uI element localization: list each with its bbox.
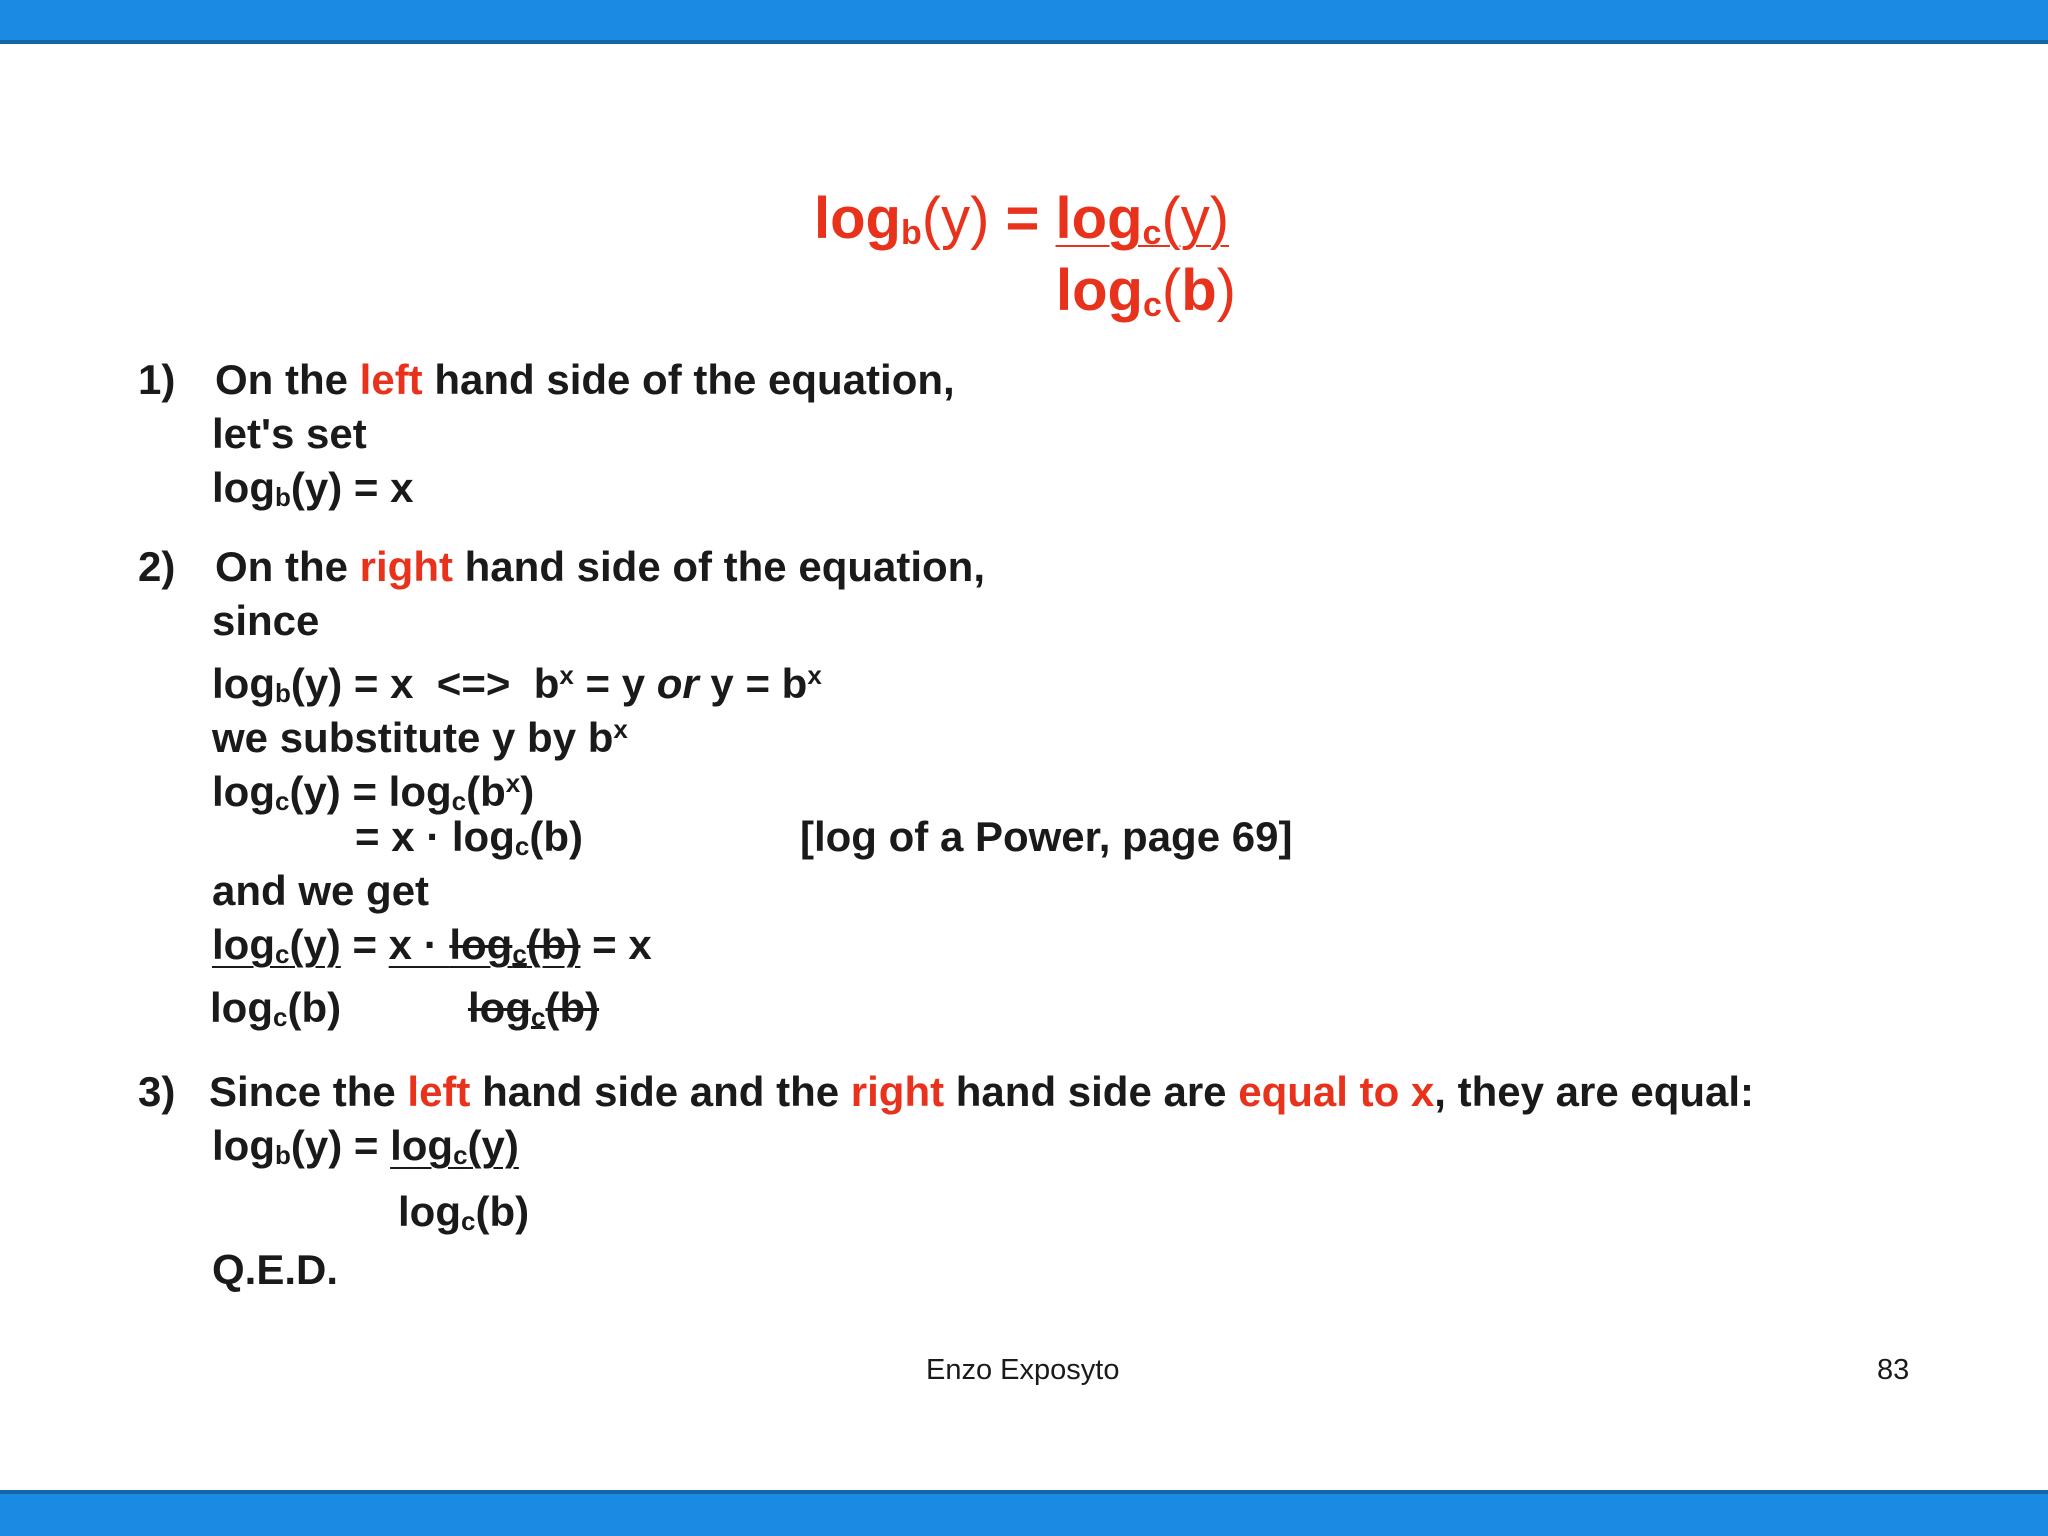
step2-andget: and we get	[212, 867, 430, 914]
arg-y: (y)	[290, 1122, 343, 1169]
arg-b: (b)	[1161, 258, 1236, 323]
step3-num: 3)	[138, 1068, 176, 1115]
exp-x: x	[559, 660, 574, 690]
base-b: b	[900, 214, 922, 252]
top-banner	[0, 0, 2048, 44]
log-text: log	[212, 464, 275, 511]
x-times: x ·	[388, 921, 450, 968]
page-number: 83	[1877, 1354, 1910, 1386]
highlight-right: right	[850, 1068, 945, 1115]
iff-symbol: <=>	[436, 660, 511, 707]
step2-num: 2)	[138, 543, 176, 590]
arg-b: (b)	[526, 921, 581, 968]
highlight-left: left	[407, 1068, 471, 1115]
highlight-equal: equal to x	[1238, 1068, 1435, 1115]
arg-y: (y)	[290, 660, 343, 707]
base-c: c	[1142, 214, 1162, 252]
base-c: c	[451, 786, 467, 816]
step1-num: 1)	[138, 356, 176, 403]
exp-x: x	[505, 768, 521, 798]
base-c: c	[530, 1002, 546, 1032]
base-b: b	[274, 1140, 291, 1170]
arg-y: (y)	[290, 464, 343, 511]
step1-line3	[212, 464, 413, 521]
qed-text: Q.E.D.	[212, 1246, 339, 1293]
base-c: c	[274, 939, 290, 969]
text: hand side and the	[470, 1068, 851, 1115]
fraction-numerator	[390, 1122, 519, 1169]
log-text: log	[468, 984, 531, 1031]
step2-note: [log of a Power, page 69]	[800, 813, 1293, 860]
arg-b: (b)	[475, 1188, 530, 1235]
log-text: log	[398, 1188, 461, 1235]
arg-y: (y)	[1161, 186, 1230, 251]
step2-substitute	[212, 705, 628, 762]
text: On the	[215, 543, 360, 590]
log-text: log	[212, 660, 275, 707]
log-text: log	[390, 1122, 454, 1169]
base-c: c	[514, 831, 530, 861]
title-equation-numerator	[814, 186, 1229, 266]
highlight-left: left	[359, 356, 423, 403]
step3-result-numerator	[212, 1122, 519, 1179]
equals-sign: =	[352, 768, 377, 815]
fraction-numerator	[389, 921, 581, 968]
log-text: log	[449, 921, 513, 968]
paren-close: )	[520, 768, 535, 815]
fraction-numerator	[212, 921, 341, 968]
base-b: b	[274, 482, 291, 512]
equals-sign: =	[352, 921, 389, 968]
b-term: b	[533, 660, 560, 707]
or-text: or	[656, 660, 699, 707]
step2-line1	[215, 543, 985, 591]
arg-y: (y)	[921, 186, 990, 251]
step1-line1	[215, 356, 955, 404]
text: hand side of the equation,	[422, 356, 955, 403]
step2-since: since	[212, 597, 320, 644]
base-c: c	[272, 1002, 288, 1032]
equals-x: = x	[342, 464, 414, 511]
equals-sign: =	[1005, 186, 1040, 251]
fraction-numerator	[1056, 186, 1230, 251]
log-text: log	[212, 1122, 275, 1169]
equals-y: = y	[573, 660, 657, 707]
arg-b: (b)	[529, 813, 583, 860]
step2-cancel-den1	[210, 984, 341, 1041]
text: hand side are	[944, 1068, 1239, 1115]
step2-cancel-numerator	[212, 921, 652, 978]
step2-power-line	[355, 813, 583, 870]
text: Since the	[209, 1068, 408, 1115]
log-text: log	[1055, 186, 1143, 251]
title-equation-denominator	[1056, 258, 1236, 338]
text: , they are equal:	[1434, 1068, 1755, 1115]
log-text: log	[814, 186, 901, 251]
step3-line1	[209, 1068, 1754, 1116]
arg-y: (y)	[289, 921, 341, 968]
base-b: b	[274, 678, 291, 708]
highlight-right: right	[359, 543, 453, 590]
base-c: c	[1142, 286, 1162, 324]
base-c: c	[274, 786, 290, 816]
exp-x: x	[613, 714, 628, 744]
base-c: c	[460, 1206, 476, 1236]
cancelled-term	[449, 921, 580, 968]
b-term: b	[781, 660, 808, 707]
arg-b: (b)	[287, 984, 342, 1031]
log-text: log	[212, 921, 275, 968]
equals-sign: =	[342, 1122, 391, 1169]
arg-y: (y)	[467, 1122, 519, 1169]
step1-line2: let's set	[212, 410, 367, 457]
step3-result-denominator	[398, 1188, 529, 1245]
log-text: log	[388, 768, 452, 815]
equals-x: = x	[342, 660, 414, 707]
log-text: log	[212, 768, 275, 815]
bottom-banner	[0, 1490, 2048, 1536]
exp-x: x	[807, 660, 822, 690]
equals-x: = x	[592, 921, 652, 968]
arg-b: (b)	[545, 984, 600, 1031]
log-text: log	[1056, 258, 1143, 323]
arg-b-open: (b	[466, 768, 506, 815]
text: we substitute y by b	[212, 714, 614, 761]
x-times: = x ·	[355, 813, 452, 860]
arg-y: (y)	[289, 768, 341, 815]
y-equals: y =	[698, 660, 782, 707]
footer-author: Enzo Exposyto	[926, 1354, 1120, 1386]
text: On the	[215, 356, 360, 403]
text: hand side of the equation,	[452, 543, 985, 590]
log-text: log	[210, 984, 273, 1031]
base-c: c	[512, 939, 527, 969]
step2-cancel-den2	[468, 984, 599, 1041]
log-text: log	[451, 813, 515, 860]
base-c: c	[453, 1140, 468, 1170]
